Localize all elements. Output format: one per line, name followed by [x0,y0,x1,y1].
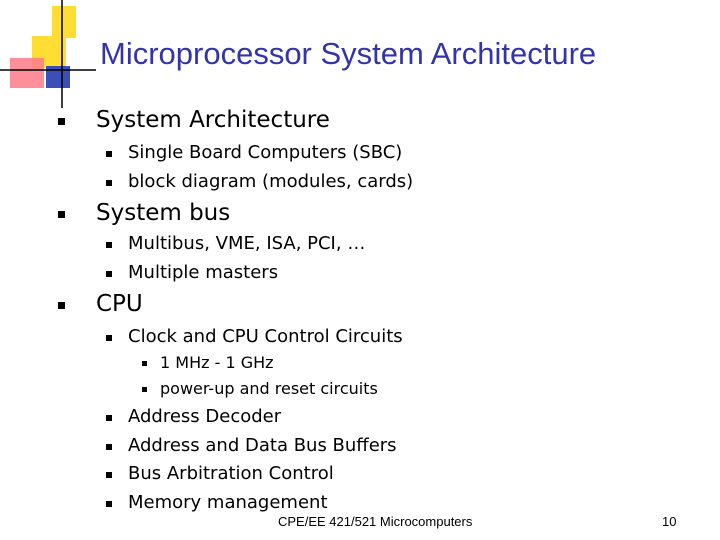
logo-yellow-square-top [52,6,76,38]
bullet-address-decoder [128,406,281,427]
square-bullet-icon [142,387,147,392]
bullet-buses [128,233,365,254]
square-bullet-icon [106,335,112,341]
bullet-text: Multibus, VME, ISA, PCI, … [128,233,366,254]
bullet-powerup [160,379,378,398]
bullet-text: Clock and CPU Control Circuits [128,326,403,347]
square-bullet-icon [106,444,112,450]
bullet-text: power-up and reset circuits [160,379,378,398]
square-bullet-icon [106,472,112,478]
bullet-text: block diagram (modules, cards) [128,171,414,192]
bullet-system-bus [96,200,230,226]
bullet-text: Memory management [128,492,328,513]
square-bullet-icon [106,242,112,248]
square-bullet-icon [58,302,65,309]
bullet-text: CPU [96,291,143,317]
slide-footer: CPE/EE 421/521 Microcomputers [278,514,473,529]
bullet-cpu [96,291,143,317]
bullet-frequency [160,353,274,372]
square-bullet-icon [106,501,112,507]
bullet-text: 1 MHz - 1 GHz [160,353,274,372]
square-bullet-icon [58,118,65,125]
bullet-system-architecture [96,107,330,133]
slide-title: Microprocessor System Architecture [100,36,597,71]
square-bullet-icon [142,361,147,366]
bullet-sbc [128,142,402,163]
bullet-text: Bus Arbitration Control [128,463,334,484]
bullet-text: Single Board Computers (SBC) [128,142,403,163]
bullet-memory [128,492,328,513]
bullet-buffers [128,435,397,456]
bullet-text: Address Decoder [128,406,282,427]
bullet-multiple-masters [128,262,278,283]
bullet-text: System Architecture [96,107,330,133]
square-bullet-icon [106,180,112,186]
bullet-text: System bus [96,200,231,226]
decorative-logo [0,0,100,110]
bullet-block-diagram [128,171,413,192]
logo-pink-square [10,58,44,88]
bullet-arbitration [128,463,334,484]
square-bullet-icon [106,271,112,277]
bullet-clock [128,326,403,347]
page-number: 10 [662,514,677,529]
square-bullet-icon [58,211,65,218]
square-bullet-icon [106,415,112,421]
bullet-text: Multiple masters [128,262,279,283]
square-bullet-icon [106,151,112,157]
bullet-text: Address and Data Bus Buffers [128,435,397,456]
